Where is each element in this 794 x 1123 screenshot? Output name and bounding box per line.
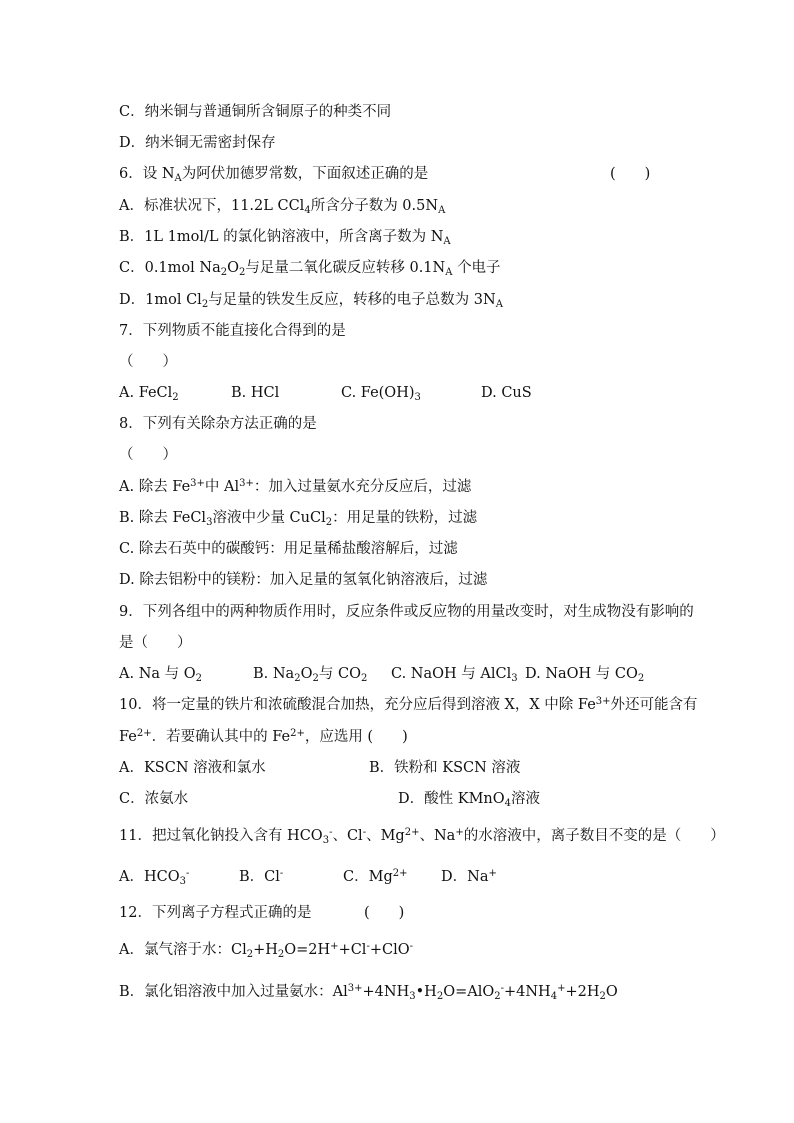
q9-stem-line1: 9．下列各组中的两种物质作用时，反应条件或反应物的用量改变时，对生成物没有影响的	[119, 604, 694, 620]
q12-stem: 12．下列离子方程式正确的是	[119, 905, 312, 921]
q11-option-b: B．Cl-	[239, 868, 284, 885]
q12-answer-paren: ( )	[364, 905, 405, 921]
q6-option-b: B．1L 1mol/L 的氯化钠溶液中，所含离子数为 $N_A$	[119, 229, 451, 247]
q7-options	[119, 383, 532, 403]
q11-option-c: C．$Mg^{2+}$	[343, 868, 408, 885]
q8-option-a: A. 除去 $Fe^{3+}$中 $Al^{3+}$：加入过量氨水充分反应后，过滤	[119, 478, 472, 495]
q9-option-d: D. NaOH 与 $CO_2$	[525, 666, 645, 684]
q7-stem: 7．下列物质不能直接化合得到的是	[119, 323, 346, 339]
q6-option-c: C．0.1mol $Na_2O_2$与足量二氧化碳反应转移 $0.1N_A$ 个电子	[119, 260, 501, 278]
q12-option-b: B．氯化铝溶液中加入过量氨水：$Al^{3+}+4NH_3•H_2O=AlO_2^-+4NH_4^++2H_2O$	[119, 983, 618, 1002]
q7-option-a: A. FeCl$_2$	[119, 385, 179, 403]
q9-option-b: B. $Na_2O_2$与 $CO_2$	[253, 666, 368, 684]
q11-stem: 11．把过氧化钠投入含有 $HCO_3^-$、Cl-、$Mg^{2+}$、Na+的水溶液中，离子数目不变的是（ ）	[119, 827, 725, 846]
q7-answer-paren: （ ）	[119, 354, 177, 370]
q11-options	[119, 867, 497, 887]
q8-option-c: C. 除去石英中的碳酸钙：用足量稀盐酸溶解后，过滤	[119, 541, 458, 557]
q6-answer-paren: ( )	[610, 166, 651, 182]
q10-option-d: D．酸性 KMnO$_4$溶液	[398, 791, 541, 809]
q7-option-c: C. $Fe(OH)_3$	[341, 385, 421, 403]
q9-options	[119, 664, 644, 684]
q6-option-a: A．标准状况下，11.2L CCl$_4$所含分子数为 $0.5N_A$	[119, 198, 446, 216]
q6-stem: 6．设 $N_A$为阿伏加德罗常数，下面叙述正确的是	[119, 166, 429, 184]
q8-option-d: D. 除去铝粉中的镁粉：加入足量的氢氧化钠溶液后，过滤	[119, 572, 488, 588]
q10-option-b: B．铁粉和 KSCN 溶液	[369, 760, 521, 776]
q8-answer-paren: （ ）	[119, 447, 177, 463]
q6-option-d: D．1mol $Cl_2$与足量的铁发生反应，转移的电子总数为 $3N_A$	[119, 292, 503, 310]
q9-stem-line2: 是（ ）	[119, 635, 192, 651]
q10-options-cd	[119, 789, 540, 809]
q5-option-c: C．纳米铜与普通铜所含铜原子的种类不同	[119, 104, 392, 120]
q11-option-a: A．$HCO_3^-$	[119, 868, 190, 887]
q10-options-ab	[119, 758, 520, 778]
q11-option-d: D．Na+	[441, 868, 497, 885]
q8-stem: 8．下列有关除杂方法正确的是	[119, 416, 317, 432]
q7-option-b: B. HCl	[231, 385, 280, 401]
q12-option-a: A．氯气溶于水：$Cl_2+H_2O=2H^++Cl^-+ClO^-$	[119, 941, 414, 960]
q9-option-a: A. Na 与 $O_2$	[119, 666, 203, 684]
q10-option-a: A．KSCN 溶液和氯水	[119, 760, 266, 776]
q10-option-c: C．浓氨水	[119, 791, 189, 807]
q5-option-d: D．纳米铜无需密封保存	[119, 135, 276, 151]
q10-stem-line2: $Fe^{2+}$．若要确认其中的 $Fe^{2+}$，应选用 ( )	[119, 728, 408, 745]
q9-option-c: C. NaOH 与 AlCl$_3$	[391, 666, 518, 684]
q8-option-b: B. 除去 FeCl$_3$溶液中少量 CuCl$_2$：用足量的铁粉，过滤	[119, 510, 478, 528]
q7-option-d: D. CuS	[481, 385, 532, 401]
q10-stem-line1: 10．将一定量的铁片和浓硫酸混合加热，充分应后得到溶液 X，X 中除 $Fe^{3+}$外还可能含有	[119, 696, 698, 713]
